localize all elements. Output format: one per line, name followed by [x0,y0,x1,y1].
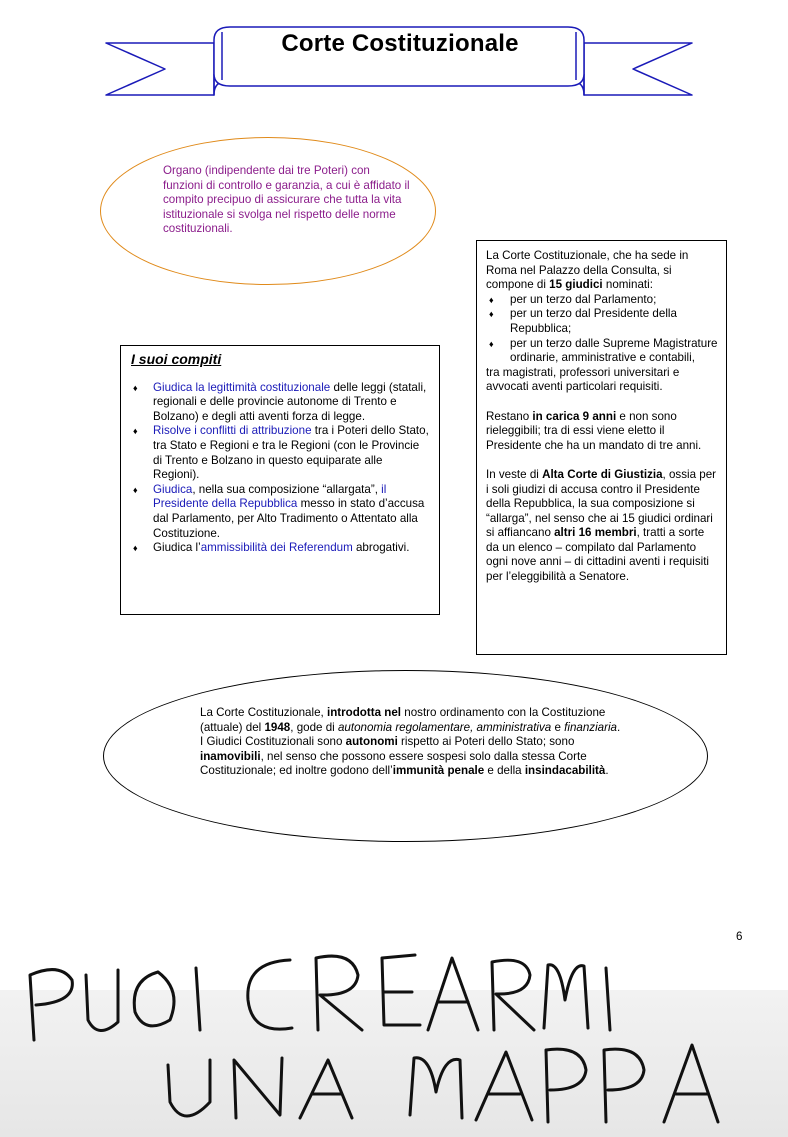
list-item: ♦ per un terzo dal Presidente della Repubblica; [489,307,677,335]
autonomy-text [200,706,630,779]
list-item: ♦ Giudica la legittimità costituzionale delle leggi (statali, regionali e delle provincie autonome di Trento e Bolzano) e degli atti aventi forza di legge. [133,380,427,423]
gray-background-band [0,990,788,1137]
tasks-heading: I suoi compiti [131,351,222,367]
list-item: ♦ per un terzo dal Parlamento; [489,292,657,306]
diamond-bullet-icon: ♦ [133,382,138,393]
autonomy-paragraph-2: I Giudici Costituzionali sono autonomi rispetto ai Poteri dello Stato; sono inamovibili, nel senso che possono essere sospesi solo dalla stessa Corte Costituzionale; ed inoltre godono dell’immunità penale e della insindacabilità. [200,735,609,778]
page-number: 6 [736,930,743,943]
list-item: ♦ Giudica, nella sua composizione “allargata”, il Presidente della Repubblica messo in stato d’accusa dal Parlamento, per Alto Tradimento o Attentato alla Costituzione. [133,482,425,540]
title-banner [0,0,788,110]
tasks-list [131,381,429,556]
list-item: ♦ Giudica l’ammissibilità dei Referendum abrogativi. [133,541,410,555]
diamond-bullet-icon: ♦ [489,338,494,349]
term-text: Restano in carica 9 anni e non sono rieleggibili; tra di essi viene eletto il Presidente che ha un mandato di tre anni. [486,409,702,452]
handwritten-note-text: PUOI CREARMI UNA MAPPA [0,0,14,1]
composition-outro: tra magistrati, professori universitari e avvocati aventi particolari requisiti. [486,365,680,394]
autonomy-paragraph-1: La Corte Costituzionale, introdotta nel nostro ordinamento con la Costituzione (attuale) del 1948, gode di autonomia regolamentare, amministrativa e finanziaria. [200,706,621,734]
diamond-bullet-icon: ♦ [133,426,138,437]
composition-box [476,240,727,655]
diamond-bullet-icon: ♦ [133,484,138,495]
composition-list [486,293,718,366]
list-item: ♦ per un terzo dalle Supreme Magistrature ordinarie, amministrative e contabili, [489,336,718,365]
alta-corte-text: In veste di Alta Corte di Giustizia, ossia per i soli giudizi di accusa contro il Presidente della Repubblica, la sua composizione si “allarga”, nel senso che ai 15 giudici ordinari si affiancano altri 16 membri, tratti a sorte da un elenco – compilato dal Parlamento ogni nove anni – di cittadini aventi i requisiti per l’eleggibilità a Senatore. [486,467,717,584]
definition-text: Organo (indipendente dai tre Poteri) con funzioni di controllo e garanzia, a cui è affidato il compito precipuo di assicurare che tutta la vita istituzionale si svolga nel rispetto delle norme costituzionali. [163,164,410,236]
list-item: ♦ Risolve i conflitti di attribuzione tra i Poteri dello Stato, tra Stato e Regioni e tra le Regioni (con le Provincie di Trento e Bolzano in questo equiparate alle Regioni). [133,424,429,482]
diamond-bullet-icon: ♦ [489,294,494,305]
diamond-bullet-icon: ♦ [489,309,494,320]
diamond-bullet-icon: ♦ [133,543,138,554]
tasks-box [120,345,440,615]
page-title: Corte Costituzionale [281,30,519,57]
composition-intro: La Corte Costituzionale, che ha sede in Roma nel Palazzo della Consulta, si compone di 15 giudici nominati: [486,249,689,292]
